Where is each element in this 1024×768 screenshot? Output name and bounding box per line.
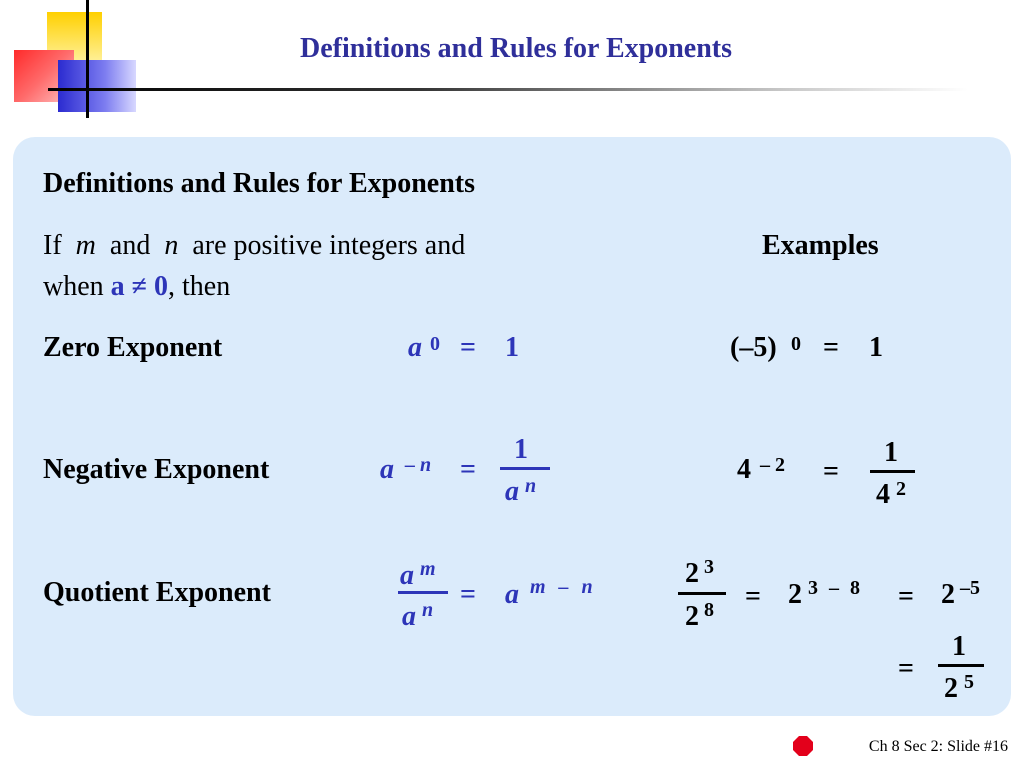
title-underline: [48, 88, 968, 91]
quo-ex-num-exp: 3: [704, 556, 714, 578]
intro-if: If: [43, 230, 62, 261]
neg-eq: =: [460, 454, 476, 485]
quo-eq: =: [460, 579, 476, 610]
quo-ex-final-den-exp: 5: [964, 671, 974, 693]
stop-octagon-icon[interactable]: [793, 736, 813, 756]
quo-ex-den-exp: 8: [704, 599, 714, 621]
quo-res-base: a: [505, 579, 519, 610]
quo-ex-eq2: =: [898, 581, 914, 612]
neg-ex-den-base: 4: [876, 479, 890, 510]
zero-ex-eq: =: [823, 332, 839, 363]
intro-condition: a ≠ 0: [110, 271, 169, 302]
quo-ex-final-num: 1: [952, 631, 966, 662]
quo-ex-eq3: =: [898, 653, 914, 684]
quo-ex-res-exp: –5: [960, 577, 980, 599]
quo-num-base: a: [400, 560, 414, 591]
neg-den-exp: n: [525, 475, 537, 497]
quo-den-exp: n: [422, 599, 434, 621]
intro-rest: are positive integers and: [192, 230, 466, 261]
panel-heading: Definitions and Rules for Exponents: [43, 168, 476, 199]
slide-footer: Ch 8 Sec 2: Slide #16: [868, 738, 1008, 755]
quo-ex-res-base: 2: [941, 579, 955, 610]
quo-num-exp: m: [420, 558, 436, 580]
neg-ex-eq: =: [823, 456, 839, 487]
intro-n: n: [164, 230, 179, 261]
zero-base: a: [408, 332, 422, 363]
content-panel: [13, 137, 1011, 716]
quo-ex-mid-exp: 3 – 8: [808, 577, 860, 599]
neg-ex-num: 1: [884, 437, 898, 468]
neg-fraction-bar: [500, 467, 550, 470]
quo-res-exp: m – n: [530, 576, 593, 598]
zero-exponent-label: Zero Exponent: [43, 332, 223, 363]
quo-fraction-bar: [398, 591, 448, 594]
examples-label: Examples: [762, 230, 879, 261]
negative-exponent-label: Negative Exponent: [43, 454, 270, 485]
neg-den-base: a: [505, 476, 519, 507]
quo-ex-num-base: 2: [685, 558, 699, 589]
quo-ex-mid-base: 2: [788, 579, 802, 610]
logo-vertical-line: [86, 0, 89, 118]
zero-ex-result: 1: [869, 332, 883, 363]
neg-base: a: [380, 454, 394, 485]
zero-ex-base: (–5): [730, 332, 777, 363]
zero-eq: =: [460, 332, 476, 363]
quotient-exponent-label: Quotient Exponent: [43, 577, 271, 608]
neg-ex-base: 4: [737, 454, 751, 485]
intro-line-1: [43, 230, 465, 262]
intro-line-2: [43, 271, 230, 303]
quo-ex-fraction-bar: [678, 592, 726, 595]
zero-result: 1: [505, 332, 519, 363]
quo-ex-den-base: 2: [685, 601, 699, 632]
logo-blue-square: [58, 60, 136, 112]
zero-exp: 0: [430, 333, 440, 355]
neg-ex-den-exp: 2: [896, 478, 906, 500]
quo-ex-final-fraction-bar: [938, 664, 984, 667]
neg-ex-fraction-bar: [870, 470, 915, 473]
quo-ex-eq1: =: [745, 581, 761, 612]
neg-ex-exp: – 2: [760, 454, 785, 476]
slide-title: Definitions and Rules for Exponents: [300, 33, 733, 64]
neg-num: 1: [514, 434, 528, 465]
quo-ex-final-den-base: 2: [944, 673, 958, 704]
quo-den-base: a: [402, 601, 416, 632]
intro-when: when: [43, 271, 104, 302]
intro-m: m: [75, 230, 96, 261]
neg-exp: – n: [405, 454, 432, 476]
intro-and: and: [109, 230, 151, 261]
zero-ex-exp: 0: [791, 333, 801, 355]
intro-then: , then: [168, 271, 231, 302]
